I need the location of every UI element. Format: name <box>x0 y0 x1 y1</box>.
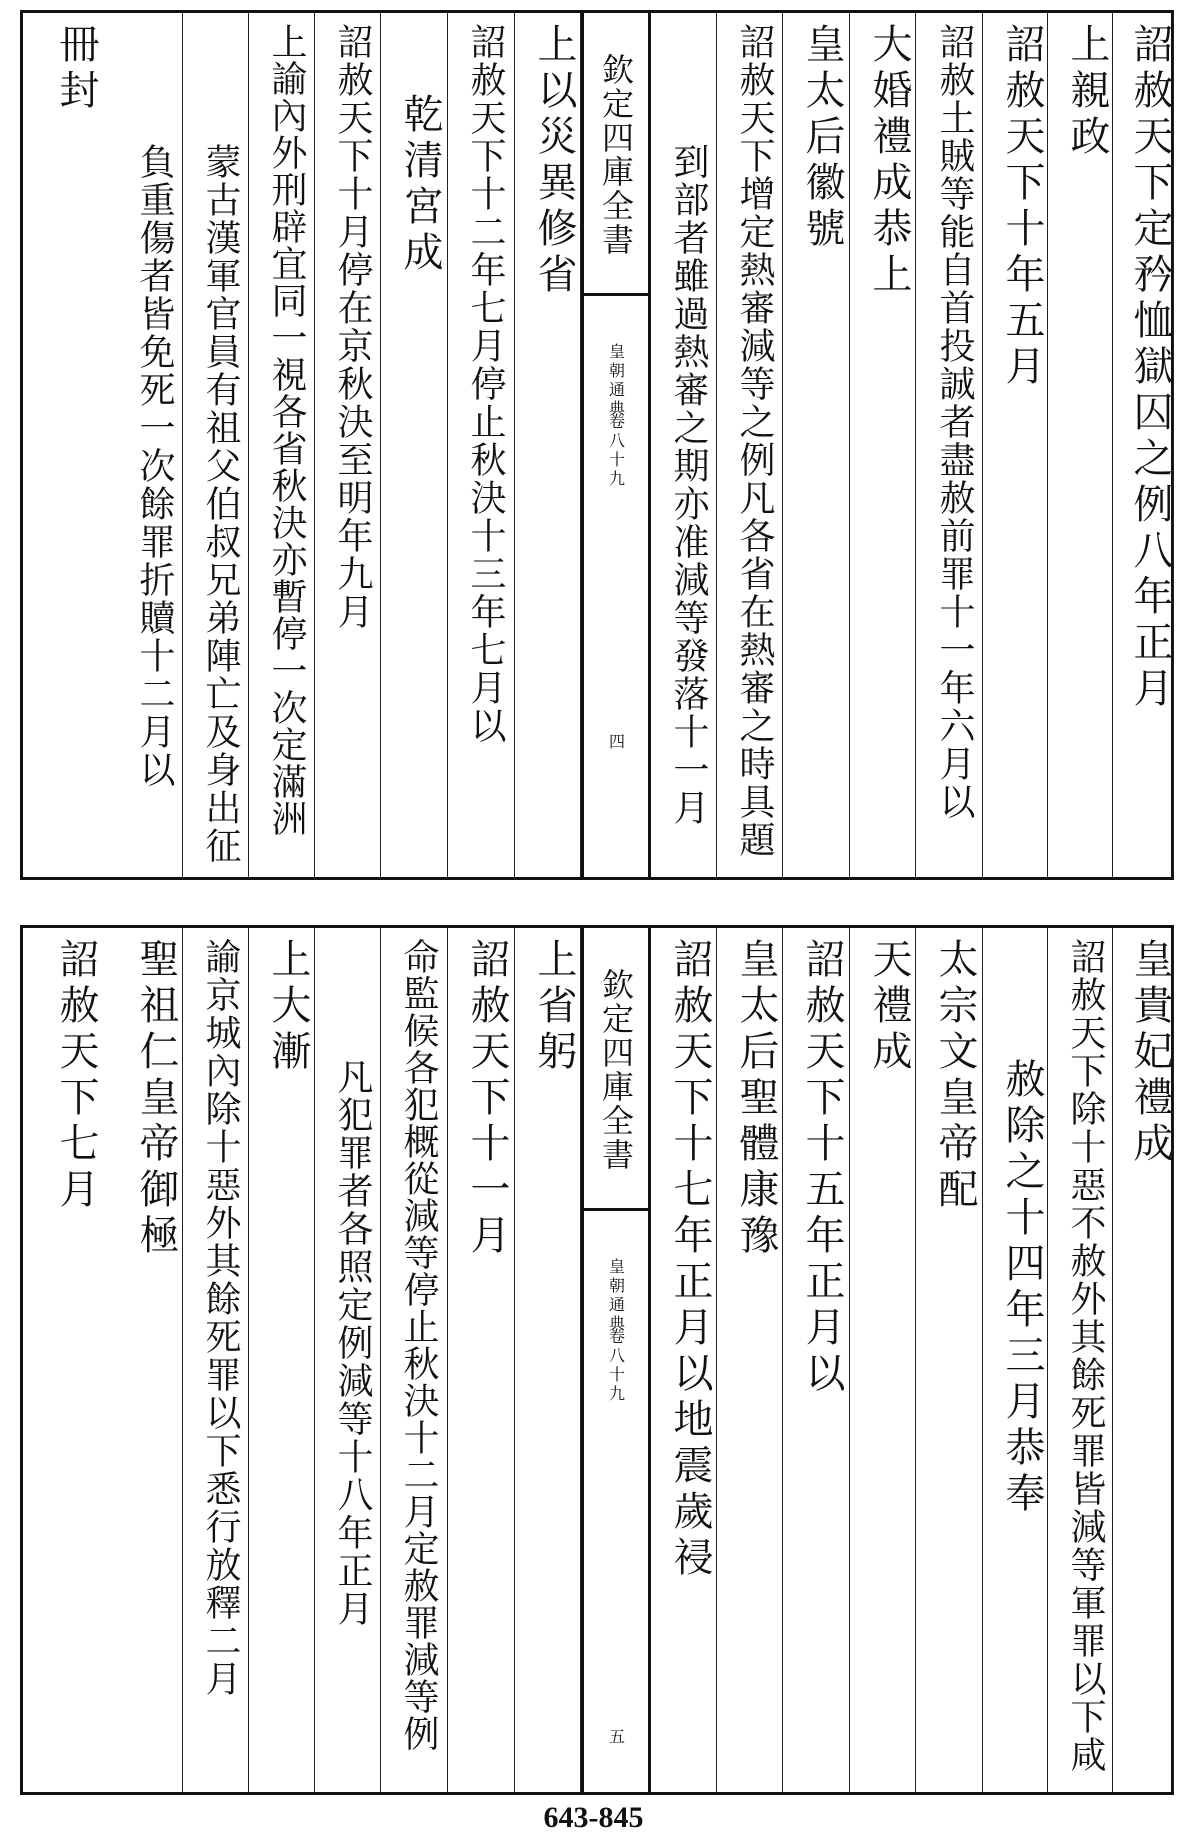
top-col-2 <box>1048 13 1113 877</box>
top-col-16-text: 冊封 <box>53 23 99 115</box>
bottom-col-3 <box>983 928 1048 1792</box>
top-col-14-text: 蒙古漢軍官員有祖父伯叔兄弟陣亡及身出征 <box>200 143 241 865</box>
bottom-col-12 <box>315 928 381 1792</box>
top-band-title: 欽定四庫全書 <box>597 53 635 257</box>
top-col-7 <box>717 13 783 877</box>
top-band-volume: 卷八十九 <box>606 413 626 489</box>
top-col-6-text: 皇太后徽號 <box>799 23 845 253</box>
top-col-16 <box>23 13 117 877</box>
top-col-1-text: 詔赦天下定矜恤獄囚之例八年正月 <box>1127 23 1173 713</box>
bottom-col-1 <box>1113 928 1174 1792</box>
bottom-col-3-text: 赦除之十四年三月恭奉 <box>999 1058 1045 1518</box>
bottom-col-10-text: 詔赦天下十一月 <box>464 938 510 1260</box>
top-band-book: 皇朝通典 <box>606 343 626 419</box>
bottom-col-2-text: 詔赦天下除十惡不赦外其餘死罪皆減等軍罪以下咸 <box>1065 938 1106 1774</box>
top-col-11-text: 乾清宮成 <box>397 93 443 277</box>
top-col-3-text: 詔赦天下十年五月 <box>999 23 1045 391</box>
top-col-6 <box>783 13 850 877</box>
bottom-band-book: 皇朝通典 <box>606 1258 626 1334</box>
top-col-4 <box>916 13 983 877</box>
bottom-col-7 <box>717 928 783 1792</box>
bottom-col-9 <box>515 928 581 1792</box>
bottom-col-12-text: 凡犯罪者各照定例減等十八年正月 <box>332 1058 373 1628</box>
bottom-col-9-text: 上省躬 <box>531 938 577 1076</box>
top-col-12 <box>315 13 381 877</box>
bottom-col-11-text: 命監候各犯概從減等停止秋決十二月定赦罪減等例 <box>398 938 439 1752</box>
bottom-col-6-text: 詔赦天下十五年正月以 <box>799 938 845 1398</box>
bottom-col-15-text: 聖祖仁皇帝御極 <box>133 938 179 1260</box>
bottom-col-13-text: 上大漸 <box>265 938 311 1076</box>
bottom-col-13 <box>249 928 315 1792</box>
bottom-band-fishtail <box>584 1208 648 1245</box>
top-col-12-text: 詔赦天下十月停在京秋決至明年九月 <box>332 23 373 631</box>
top-col-15-text: 負重傷者皆免死一次餘罪折贖十二月以 <box>134 143 175 789</box>
page-number: 643-845 <box>543 1801 644 1834</box>
bottom-col-11 <box>381 928 448 1792</box>
top-band-folio: 四 <box>606 733 626 749</box>
bottom-col-16-text: 詔赦天下七月 <box>53 938 99 1214</box>
top-col-9-text: 上以災異修省 <box>531 23 577 299</box>
bottom-band-volume: 卷八十九 <box>606 1328 626 1404</box>
bottom-col-14-text: 諭京城內除十惡外其餘死罪以下悉行放釋二月 <box>200 938 241 1698</box>
bottom-col-5 <box>850 928 916 1792</box>
bottom-band <box>581 928 651 1792</box>
bottom-col-16 <box>23 928 117 1792</box>
bottom-col-14 <box>183 928 249 1792</box>
top-band-fishtail <box>584 293 648 330</box>
top-col-8-text: 到部者雖過熱審之期亦准減等發落十一月 <box>668 143 709 827</box>
top-col-10-text: 詔赦天下十二年七月停止秋決十三年七月以 <box>465 23 506 745</box>
top-col-13-text: 上諭內外刑辟宜同一視各省秋決亦暫停一次定滿洲 <box>266 23 307 837</box>
bottom-band-title: 欽定四庫全書 <box>597 968 635 1172</box>
bottom-col-15 <box>117 928 183 1792</box>
top-col-11 <box>381 13 448 877</box>
bottom-col-4-text: 太宗文皇帝配 <box>932 938 978 1214</box>
bottom-col-10 <box>448 928 515 1792</box>
bottom-col-8-text: 詔赦天下十七年正月以地震歲祲 <box>667 938 713 1582</box>
bottom-col-8 <box>651 928 717 1792</box>
top-col-7-text: 詔赦天下增定熱審減等之例凡各省在熱審之時具題 <box>734 23 775 859</box>
top-col-1 <box>1113 13 1174 877</box>
top-col-5 <box>850 13 916 877</box>
top-col-14 <box>183 13 249 877</box>
top-col-4-text: 詔赦土賊等能自首投誠者盡赦前罪十一年六月以 <box>934 23 975 821</box>
top-band <box>581 13 651 877</box>
top-col-3 <box>983 13 1048 877</box>
bottom-page-panel <box>20 925 1174 1795</box>
top-col-9 <box>515 13 581 877</box>
top-page-panel <box>20 10 1174 880</box>
top-col-10 <box>448 13 515 877</box>
top-col-13 <box>249 13 315 877</box>
bottom-col-1-text: 皇貴妃禮成 <box>1127 938 1173 1168</box>
top-col-2-text: 上親政 <box>1064 23 1110 161</box>
bottom-col-4 <box>916 928 983 1792</box>
bottom-band-folio: 五 <box>606 1728 626 1744</box>
top-col-8 <box>651 13 717 877</box>
bottom-col-7-text: 皇太后聖體康豫 <box>733 938 779 1260</box>
top-col-15 <box>117 13 183 877</box>
bottom-col-2 <box>1048 928 1113 1792</box>
top-col-5-text: 大婚禮成恭上 <box>866 23 912 299</box>
bottom-col-6 <box>783 928 850 1792</box>
bottom-col-5-text: 天禮成 <box>866 938 912 1076</box>
